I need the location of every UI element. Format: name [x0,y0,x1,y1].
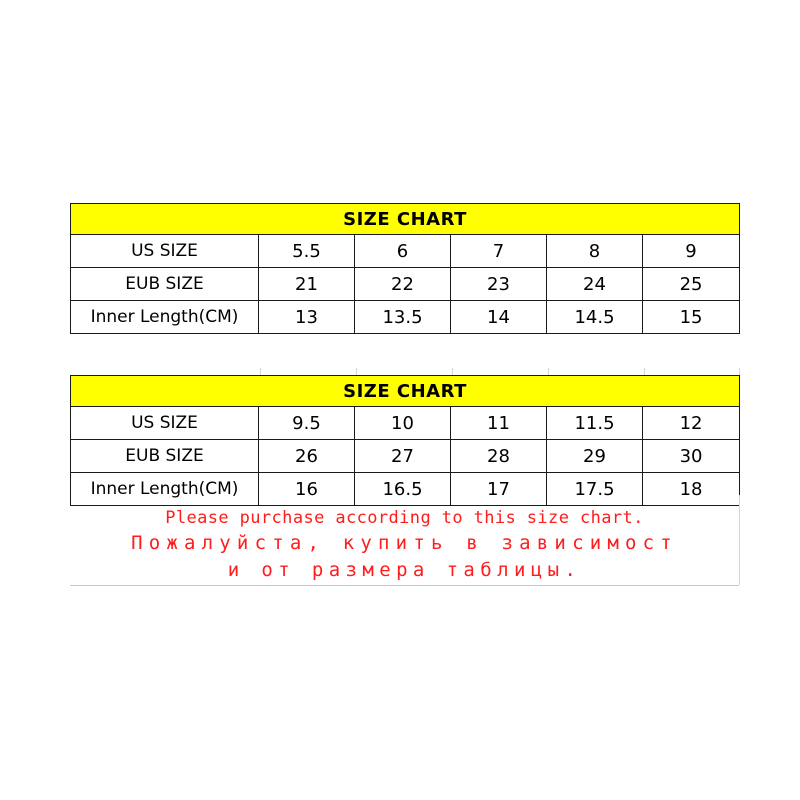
table-cell: 27 [355,440,451,473]
table-cell: 16 [259,473,355,506]
row-label: US SIZE [71,407,259,440]
spreadsheet-gridline [548,368,549,375]
table-row-us-size [71,407,740,440]
table-cell: 14 [451,301,547,334]
purchase-note-russian-line-2: и от размера таблицы. [227,559,582,581]
table-row-us-size [71,235,740,268]
spreadsheet-gridline [260,368,261,375]
purchase-note-english: Please purchase according to this size chart. [165,508,644,528]
row-label: US SIZE [71,235,259,268]
table-cell: 15 [643,301,740,334]
table-cell: 5.5 [259,235,355,268]
table-cell: 17.5 [547,473,643,506]
table-cell: 9 [643,235,740,268]
table-cell: 12 [643,407,740,440]
table-cell: 9.5 [259,407,355,440]
spreadsheet-gridline [70,585,739,586]
table-cell: 10 [355,407,451,440]
table-cell: 6 [355,235,451,268]
size-chart-table-1 [70,203,740,334]
table-cell: 13 [259,301,355,334]
spreadsheet-gridline [356,368,357,375]
row-label: EUB SIZE [71,268,259,301]
table-row-eub-size [71,268,740,301]
spreadsheet-gridline [452,368,453,375]
table-cell: 21 [259,268,355,301]
table-row-inner-length [71,473,740,506]
purchase-notes [70,506,739,584]
table-cell: 22 [355,268,451,301]
table-cell: 29 [547,440,643,473]
purchase-note-russian-line-1: Пожалуйста, купить в зависимост [131,532,678,554]
table-title: SIZE CHART [71,204,740,235]
table-cell: 16.5 [355,473,451,506]
table-cell: 14.5 [547,301,643,334]
spreadsheet-gridline [739,368,740,375]
row-label: Inner Length(CM) [71,473,259,506]
table-cell: 18 [643,473,740,506]
spreadsheet-gridline [644,368,645,375]
table-cell: 26 [259,440,355,473]
table-title: SIZE CHART [71,376,740,407]
table-row-inner-length [71,301,740,334]
row-label: Inner Length(CM) [71,301,259,334]
table-cell: 23 [451,268,547,301]
table-cell: 8 [547,235,643,268]
table-title-row [71,376,740,407]
table-cell: 13.5 [355,301,451,334]
table-cell: 7 [451,235,547,268]
table-row-eub-size [71,440,740,473]
table-cell: 11 [451,407,547,440]
table-cell: 28 [451,440,547,473]
row-label: EUB SIZE [71,440,259,473]
table-cell: 30 [643,440,740,473]
table-cell: 11.5 [547,407,643,440]
size-chart-table-2 [70,375,740,506]
table-title-row [71,204,740,235]
table-cell: 25 [643,268,740,301]
spreadsheet-gridline [739,495,740,585]
table-cell: 24 [547,268,643,301]
table-cell: 17 [451,473,547,506]
